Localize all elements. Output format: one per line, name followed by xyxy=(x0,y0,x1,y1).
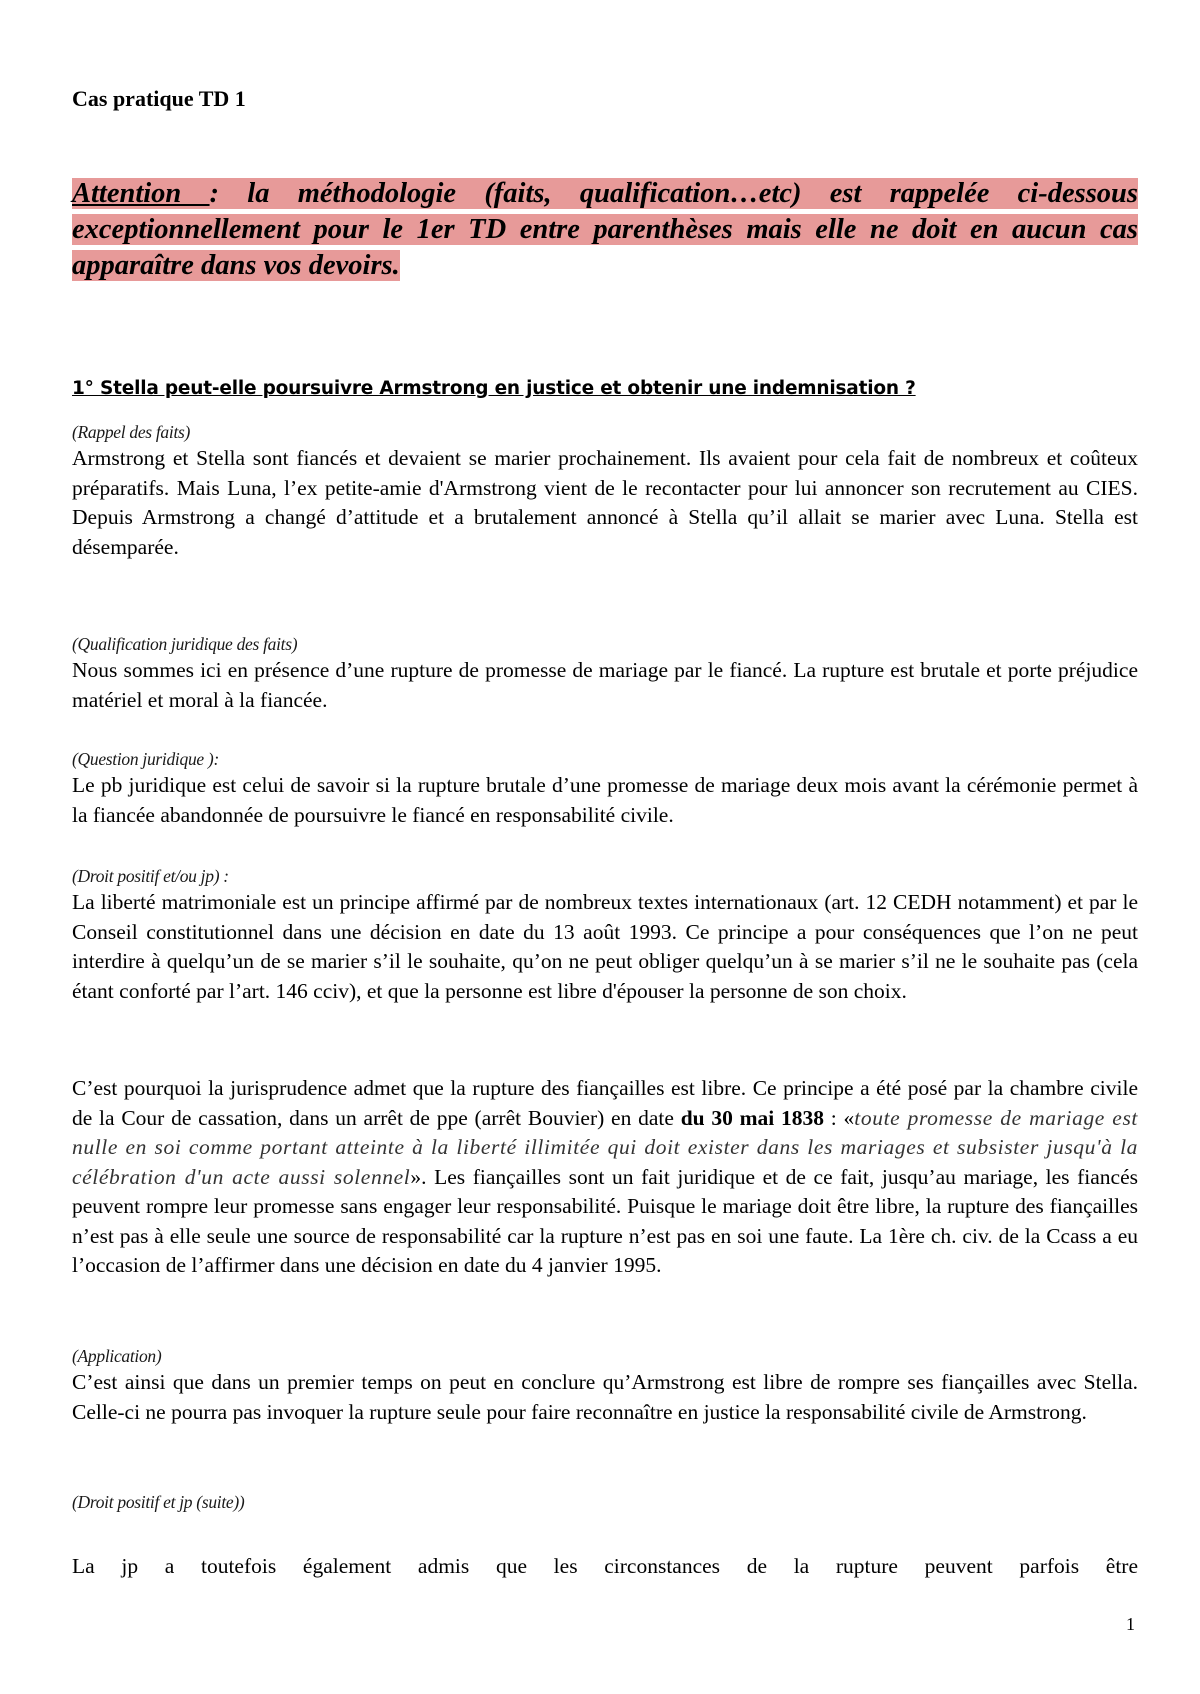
section-faits xyxy=(72,420,1138,562)
section-droit xyxy=(72,864,1138,1006)
section-label: (Droit positif et jp (suite)) xyxy=(72,1492,245,1512)
section-droit-suite xyxy=(72,1490,1138,1514)
para-part: C’est pourquoi la jurisprudence admet que la rupture des fiançailles est libre. Ce principe a été posé par la chambre civile de la Cour de cassation, dans un arrêt de ppe (arrêt Bouvier) en date xyxy=(72,1076,1138,1130)
attention-lead: Attention xyxy=(72,178,210,209)
document-title: Cas pratique TD 1 xyxy=(72,86,246,111)
attention-notice xyxy=(72,176,1138,284)
quoted-decision: toute promesse de mariage est nulle en soi comme portant atteinte à la liberté illimitée qui doit exister dans les mariages et subsister jusqu'à la célébration d'un acte aussi solennel xyxy=(72,1105,1138,1189)
section-question xyxy=(72,747,1138,830)
section-label: (Droit positif et/ou jp) : xyxy=(72,866,229,886)
section-droit-suite-paragraph xyxy=(72,1074,1138,1281)
section-label: (Rappel des faits) xyxy=(72,422,191,442)
section-label: (Application) xyxy=(72,1346,162,1366)
section-text: La jp a toutefois également admis que les circonstances de la rupture peuvent parfois être xyxy=(72,1554,1138,1578)
section-text: Nous sommes ici en présence d’une rupture de promesse de mariage par le fiancé. La rupture est brutale et porte préjudice matériel et moral à la fiancée. xyxy=(72,658,1138,712)
section-text: La liberté matrimoniale est un principe affirmé par de nombreux textes internationaux (art. 12 CEDH notamment) et par le Conseil constitutionnel dans une décision en date du 13 août 1993. Ce principe a pour conséquences que l’on ne peut interdire à quelqu’un de se marier s’il le souhaite, qu’on ne peut obliger quelqu’un à se marier s’il ne le souhaite pas (cela étant conforté par l’art. 146 cciv), et que la personne est libre d'épouser la personne de son choix. xyxy=(72,890,1138,1003)
question-heading: 1° Stella peut-elle poursuivre Armstrong en justice et obtenir une indemnisation ? xyxy=(72,378,916,399)
section-droit-suite-text xyxy=(72,1552,1138,1582)
section-text: C’est ainsi que dans un premier temps on peut en conclure qu’Armstrong est libre de rompre ses fiançailles avec Stella. Celle-ci ne pourra pas invoquer la rupture seule pour faire reconnaître en justice la responsabilité civile de Armstrong. xyxy=(72,1370,1138,1424)
para-part: : « xyxy=(824,1105,855,1130)
section-label: (Qualification juridique des faits) xyxy=(72,634,298,654)
section-application xyxy=(72,1344,1138,1427)
bold-date: du 30 mai 1838 xyxy=(680,1105,825,1130)
section-text: Le pb juridique est celui de savoir si la rupture brutale d’une promesse de mariage deux mois avant la cérémonie permet à la fiancée abandonnée de poursuivre le fiancé en responsabilité civile. xyxy=(72,773,1138,827)
attention-text: : la méthodologie (faits, qualification…etc) est rappelée ci-dessous exceptionnellement pour le 1er TD entre parenthèses mais elle ne doit en aucun cas apparaître dans vos devoirs. xyxy=(72,178,1138,281)
section-qualification xyxy=(72,632,1138,715)
jurisprudence-paragraph xyxy=(72,1074,1138,1281)
page-number: 1 xyxy=(1126,1614,1135,1634)
para-part: ». Les fiançailles sont un fait juridique et de ce fait, jusqu’au mariage, les fiancés peuvent rompre leur promesse sans engager leur responsabilité. Puisque le mariage doit être libre, la rupture des fiançailles n’est pas à elle seule une source de responsabilité car la rupture n’est pas en soi une faute. La 1ère ch. civ. de la Ccass a eu l’occasion de l’affirmer dans une décision en date du 4 janvier 1995. xyxy=(72,1164,1139,1277)
section-label: (Question juridique ): xyxy=(72,749,219,769)
section-text: Armstrong et Stella sont fiancés et devaient se marier prochainement. Ils avaient pour cela fait de nombreux et coûteux préparatifs. Mais Luna, l’ex petite-amie d'Armstrong vient de le recontacter pour lui annoncer son recrutement au CIES. Depuis Armstrong a changé d’attitude et a brutalement annoncé à Stella qu’il allait se marier avec Luna. Stella est désemparée. xyxy=(72,446,1138,559)
